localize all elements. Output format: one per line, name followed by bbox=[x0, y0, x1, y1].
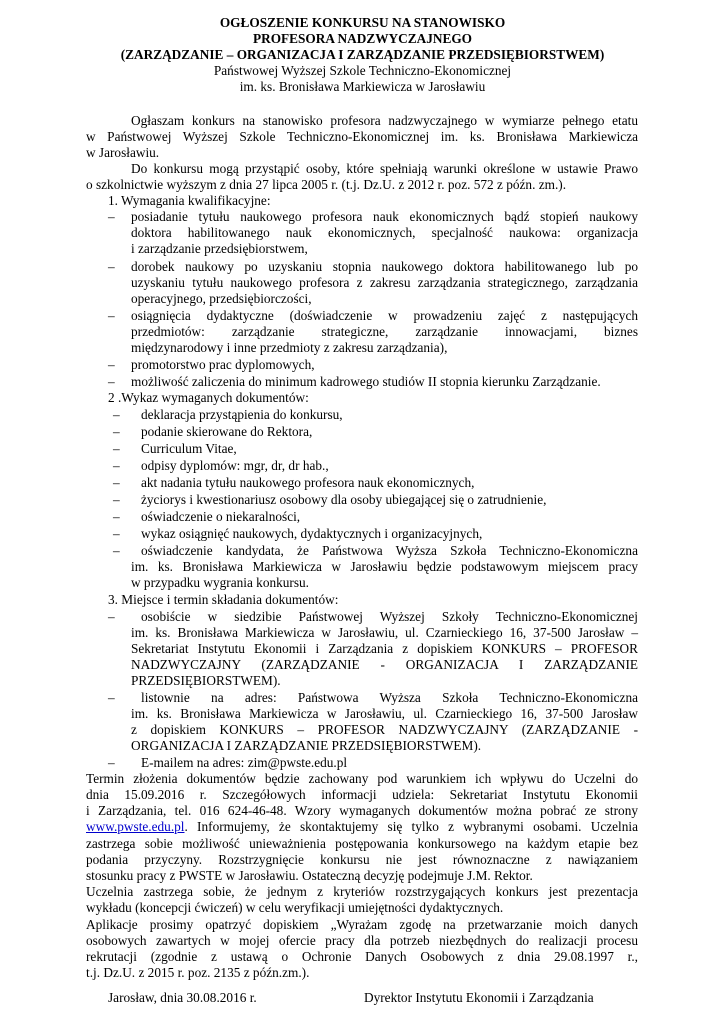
bullet-dash: – bbox=[113, 458, 120, 473]
bullet-dash: – bbox=[113, 441, 120, 456]
bullet-dash: – bbox=[108, 259, 115, 274]
title-line-1: OGŁOSZENIE KONKURSU NA STANOWISKO bbox=[219, 15, 506, 30]
bullet-dash: – bbox=[108, 209, 115, 224]
place-a-line-4: NADZWYCZAJNY (ZARZĄDZANIE - ORGANIZACJA I ZARZĄDZANIE bbox=[131, 657, 638, 672]
doc-9-line-2: im. ks. Bronisława Markiewicza w Jarosławiu będzie podstawowym miejscem pracy bbox=[131, 559, 638, 574]
req-1-line-2: doktora habilitowanego nauk ekonomicznych, specjalność naukowa: organizacja bbox=[131, 225, 638, 240]
section-1-heading: 1. Wymagania kwalifikacyjne: bbox=[108, 193, 271, 208]
closing-line-9: wykładu (koncepcji ćwiczeń) w celu weryfikacji umiejętności dydaktycznych. bbox=[86, 900, 504, 915]
closing-line-6: podania przyczyny. Rozstrzygnięcie konkursu nie jest równoznaczne z nawiązaniem bbox=[86, 852, 638, 867]
doc-9-line-1: oświadczenie kandydata, że Państwowa Wyższa Szkoła Techniczno-Ekonomiczna bbox=[141, 543, 638, 558]
closing-line-3: i Zarządzania, tel. 016 624-46-48. Wzory wymaganych dokumentów można pobrać ze strony bbox=[86, 803, 638, 818]
section-2-heading: 2 .Wykaz wymaganych dokumentów: bbox=[108, 390, 309, 405]
doc-item: wykaz osiągnięć naukowych, dydaktycznych i organizacyjnych, bbox=[141, 526, 483, 541]
place-b-line-2: im. ks. Bronisława Markiewicza w Jarosławiu, ul. Czarnieckiego 16, 37-500 Jarosław bbox=[131, 706, 638, 721]
req-2-line-2: uzyskaniu tytułu naukowego profesora z zakresu zarządzania strategicznego, zarządzania bbox=[131, 275, 638, 290]
bullet-dash: – bbox=[113, 509, 120, 524]
intro-p1-line-1: Ogłaszam konkurs na stanowisko profesora nadzwyczajnego w wymiarze pełnego etatu bbox=[131, 113, 638, 128]
req-2-line-1: dorobek naukowy po uzyskaniu stopnia naukowego doktora habilitowanego lub po bbox=[131, 259, 638, 274]
signature: Dyrektor Instytutu Ekonomii i Zarządzania bbox=[364, 990, 594, 1005]
doc-item: życiorys i kwestionariusz osobowy dla osoby ubiegającej się o zatrudnienie, bbox=[141, 492, 547, 507]
doc-9-line-3: w przypadku wygrania konkursu. bbox=[131, 575, 309, 590]
bullet-dash: – bbox=[113, 526, 120, 541]
bullet-dash: – bbox=[108, 690, 115, 705]
place-a-line-5: PRZEDSIĘBIORSTWEM). bbox=[131, 673, 281, 688]
place-date: Jarosław, dnia 30.08.2016 r. bbox=[108, 990, 257, 1005]
req-2-line-3: operacyjnego, przedsiębiorczości, bbox=[131, 291, 312, 306]
intro-p1-line-3: w Jarosławiu. bbox=[86, 145, 160, 160]
doc-item: deklaracja przystąpienia do konkursu, bbox=[141, 407, 343, 422]
req-1-line-1: posiadanie tytułu naukowego profesora nauk ekonomicznych bądź stopień naukowy bbox=[131, 209, 638, 224]
bullet-dash: – bbox=[108, 308, 115, 323]
closing-line-1: Termin złożenia dokumentów będzie zachowany pod warunkiem ich wpływu do Uczelni do bbox=[86, 771, 638, 786]
bullet-dash: – bbox=[108, 609, 115, 624]
doc-item: odpisy dyplomów: mgr, dr, dr hab., bbox=[141, 458, 329, 473]
doc-item: oświadczenie o niekaralności, bbox=[141, 509, 301, 524]
req-3-line-1: osiągnięcia dydaktyczne (doświadczenie w prowadzeniu zajęć z następujących bbox=[131, 308, 638, 323]
title-line-3: (ZARZĄDZANIE – ORGANIZACJA I ZARZĄDZANIE PRZEDSIĘBIORSTWEM) bbox=[120, 47, 605, 62]
doc-item: akt nadania tytułu naukowego profesora nauk ekonomicznych, bbox=[141, 475, 475, 490]
bullet-dash: – bbox=[113, 424, 120, 439]
closing-line-12: rekrutacji (zgodnie z ustawą o Ochronie Danych Osobowych z dnia 29.08.1997 r., bbox=[86, 949, 638, 964]
intro-p1-line-2: w Państwowej Wyższej Szkole Techniczno-Ekonomicznej im. ks. Bronisława Markiewicza bbox=[86, 129, 638, 144]
intro-p2-line-2: o szkolnictwie wyższym z dnia 27 lipca 2005 r. (t.j. Dz.U. z 2012 r. poz. 572 z późn. zm.). bbox=[86, 177, 567, 192]
req-3-line-3: międzynarodowy i inne przedmioty z zakresu zarządzania), bbox=[131, 340, 448, 355]
bullet-dash: – bbox=[113, 543, 120, 558]
title-line-2: PROFESORA NADZWYCZAJNEGO bbox=[252, 31, 473, 46]
closing-line-13: t.j. Dz.U. z 2015 r. poz. 2135 z późn.zm.). bbox=[86, 965, 310, 980]
bullet-dash: – bbox=[113, 475, 120, 490]
closing-line-4 bbox=[86, 819, 638, 835]
place-a-line-2: im. ks. Bronisława Markiewicza w Jarosławiu, ul. Czarnieckiego 16, 37-500 Jarosław – bbox=[131, 625, 638, 640]
bullet-dash: – bbox=[108, 357, 115, 372]
bullet-dash: – bbox=[108, 374, 115, 389]
closing-line-7: stosunku pracy z PWSTE w Jarosławiu. Ostateczną decyzję podejmuje J.M. Rektor. bbox=[86, 868, 533, 883]
closing-line-11: osobowych zawartych w mojej ofercie pracy dla potrzeb niezbędnych do realizacji procesu bbox=[86, 933, 638, 948]
closing-line-10: Aplikacje prosimy opatrzyć dopiskiem „Wyrażam zgodę na przetwarzanie moich danych bbox=[86, 917, 638, 932]
place-a-line-1: osobiście w siedzibie Państwowej Wyższej Szkoły Techniczno-Ekonomicznej bbox=[141, 609, 638, 624]
req-4: promotorstwo prac dyplomowych, bbox=[131, 357, 315, 372]
website-link[interactable]: www.pwste.edu.pl bbox=[86, 819, 185, 834]
doc-item: podanie skierowane do Rektora, bbox=[141, 424, 313, 439]
req-1-line-3: i zarządzanie przedsiębiorstwem, bbox=[131, 241, 308, 256]
closing-line-4-text: . Informujemy, że skontaktujemy się tylko z wybranymi osobami. Uczelnia bbox=[184, 819, 638, 834]
section-3-heading: 3. Miejsce i termin składania dokumentów: bbox=[108, 592, 339, 607]
place-b-line-3: z dopiskiem KONKURS – PROFESOR NADZWYCZAJNY (ZARZĄDZANIE - bbox=[131, 722, 638, 737]
place-b-line-1: listownie na adres: Państwowa Wyższa Szkoła Techniczno-Ekonomiczna bbox=[141, 690, 638, 705]
closing-line-2: dnia 15.09.2016 r. Szczegółowych informacji udziela: Sekretariat Instytutu Ekonomii bbox=[86, 787, 638, 802]
subtitle-line-2: im. ks. Bronisława Markiewicza w Jarosławiu bbox=[239, 79, 486, 94]
req-5: możliwość zaliczenia do minimum kadrowego studiów II stopnia kierunku Zarządzanie. bbox=[131, 374, 601, 389]
place-a-line-3: Sekretariat Instytutu Ekonomii i Zarządzania z dopiskiem KONKURS – PROFESOR bbox=[131, 641, 638, 656]
subtitle-line-1: Państwowej Wyższej Szkole Techniczno-Ekonomicznej bbox=[213, 63, 512, 78]
closing-line-5: zastrzega sobie możliwość unieważnienia postępowania konkursowego na każdym etapie bez bbox=[86, 836, 638, 851]
bullet-dash: – bbox=[113, 407, 120, 422]
bullet-dash: – bbox=[108, 755, 115, 770]
doc-item: Curriculum Vitae, bbox=[141, 441, 237, 456]
place-b-line-4: ORGANIZACJA I ZARZĄDZANIE PRZEDSIĘBIORSTWEM). bbox=[131, 738, 482, 753]
closing-line-8: Uczelnia zastrzega sobie, że jednym z kryteriów rozstrzygających konkurs jest prezentacja bbox=[86, 884, 638, 899]
place-c-email: E-mailem na adres: zim@pwste.edu.pl bbox=[141, 755, 348, 770]
intro-p2-line-1: Do konkursu mogą przystąpić osoby, które spełniają warunki określone w ustawie Prawo bbox=[131, 161, 638, 176]
req-3-line-2: przedmiotów: zarządzanie strategiczne, zarządzanie innowacjami, biznes bbox=[131, 324, 638, 339]
bullet-dash: – bbox=[113, 492, 120, 507]
